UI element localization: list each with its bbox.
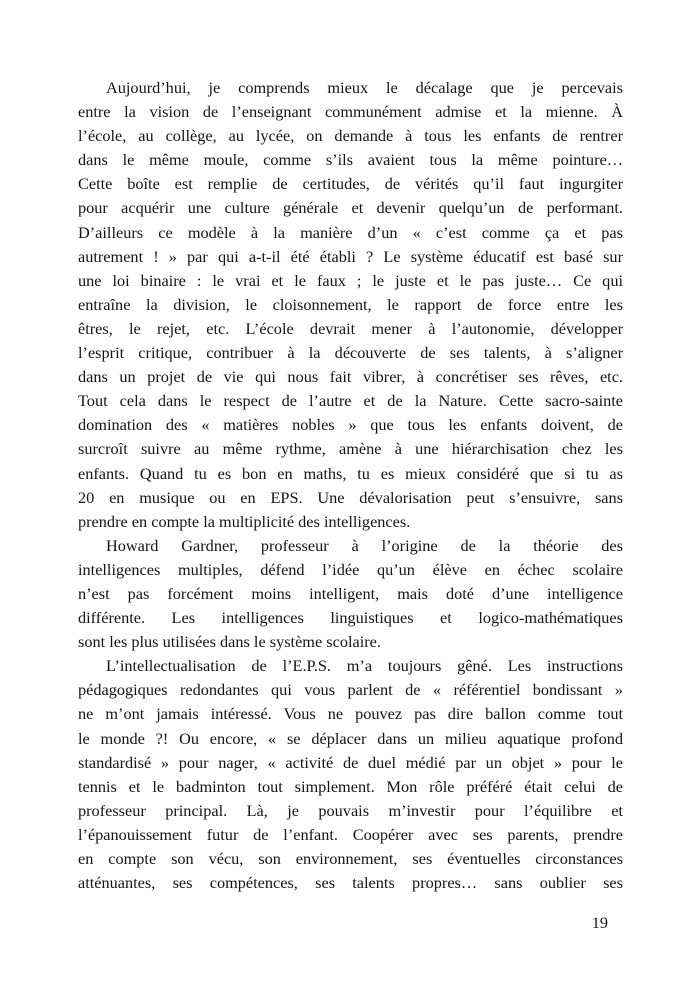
text-line: tennis et le badminton tout simplement. Mon rôle préféré était celui de xyxy=(78,776,623,796)
text-line: le monde ?! Ou encore, « se déplacer dans un milieu aquatique profond xyxy=(78,728,623,748)
text-line: surcroît suivre au même rythme, amène à une hiérarchisation chez les xyxy=(78,439,623,459)
text-line: standardisé » pour nager, « activité de duel médié par un objet » pour le xyxy=(78,752,623,772)
text-line: l’épanouissement futur de l’enfant. Coopérer avec ses parents, prendre xyxy=(78,824,623,844)
text-line: en compte son vécu, son environnement, ses éventuelles circonstances xyxy=(78,849,623,868)
text-line: sont les plus utilisées dans le système scolaire. xyxy=(78,632,381,652)
text-line: Cette boîte est remplie de certitudes, de vérités qu’il faut ingurgiter xyxy=(78,174,623,194)
text-line: entre la vision de l’enseignant communément admise et la mienne. À xyxy=(78,102,623,122)
text-line: l’école, au collège, au lycée, on demande à tous les enfants de rentrer xyxy=(78,126,623,146)
text-line: pédagogiques redondantes qui vous parlent de « référentiel bondissant » xyxy=(78,680,623,700)
text-block xyxy=(78,76,623,895)
text-line: prendre en compte la multiplicité des intelligences. xyxy=(78,511,411,531)
text-line: professeur principal. Là, je pouvais m’investir pour l’équilibre et xyxy=(78,800,623,820)
text-line: autrement ! » par qui a-t-il été établi ? Le système éducatif est basé sur xyxy=(78,246,623,266)
text-line: L’intellectualisation de l’E.P.S. m’a toujours gêné. Les instructions xyxy=(106,656,623,676)
text-line: atténuantes, ses compétences, ses talents propres… sans oublier ses xyxy=(78,873,623,893)
text-line: 20 en musique ou en EPS. Une dévalorisation peut s’ensuivre, sans xyxy=(78,487,623,507)
text-line: Aujourd’hui, je comprends mieux le décalage que je percevais xyxy=(106,78,623,97)
text-line: entraîne la division, le cloisonnement, le rapport de force entre les xyxy=(78,294,623,314)
text-line: différente. Les intelligences linguistiques et logico-mathématiques xyxy=(78,608,623,628)
text-line: l’esprit critique, contribuer à la découverte de ses talents, à s’aligner xyxy=(78,343,623,363)
text-line: Howard Gardner, professeur à l’origine de la théorie des xyxy=(106,535,623,555)
text-line: n’est pas forcément moins intelligent, mais doté d’une intelligence xyxy=(78,583,623,603)
text-line: dans le même moule, comme s’ils avaient tous la même pointure… xyxy=(78,150,623,170)
text-line: D’ailleurs ce modèle à la manière d’un « c’est comme ça et pas xyxy=(78,222,623,242)
text-line: enfants. Quand tu es bon en maths, tu es mieux considéré que si tu as xyxy=(78,463,623,483)
text-line: domination des « matières nobles » que tous les enfants doivent, de xyxy=(78,415,623,435)
text-line: pour acquérir une culture générale et devenir quelqu’un de performant. xyxy=(78,198,623,218)
text-line: ne m’ont jamais intéressé. Vous ne pouvez pas dire ballon comme tout xyxy=(78,704,623,724)
text-line: dans un projet de vie qui nous fait vibrer, à concrétiser ses rêves, etc. xyxy=(78,367,623,387)
text-line: une loi binaire : le vrai et le faux ; le juste et le pas juste… Ce qui xyxy=(78,270,623,290)
text-line: Tout cela dans le respect de l’autre et de la Nature. Cette sacro-sainte xyxy=(78,391,623,411)
page-number: 19 xyxy=(591,913,608,932)
text-line: êtres, le rejet, etc. L’école devrait mener à l’autonomie, développer xyxy=(78,318,623,338)
text-line: intelligences multiples, défend l’idée qu’un élève en échec scolaire xyxy=(78,559,623,579)
